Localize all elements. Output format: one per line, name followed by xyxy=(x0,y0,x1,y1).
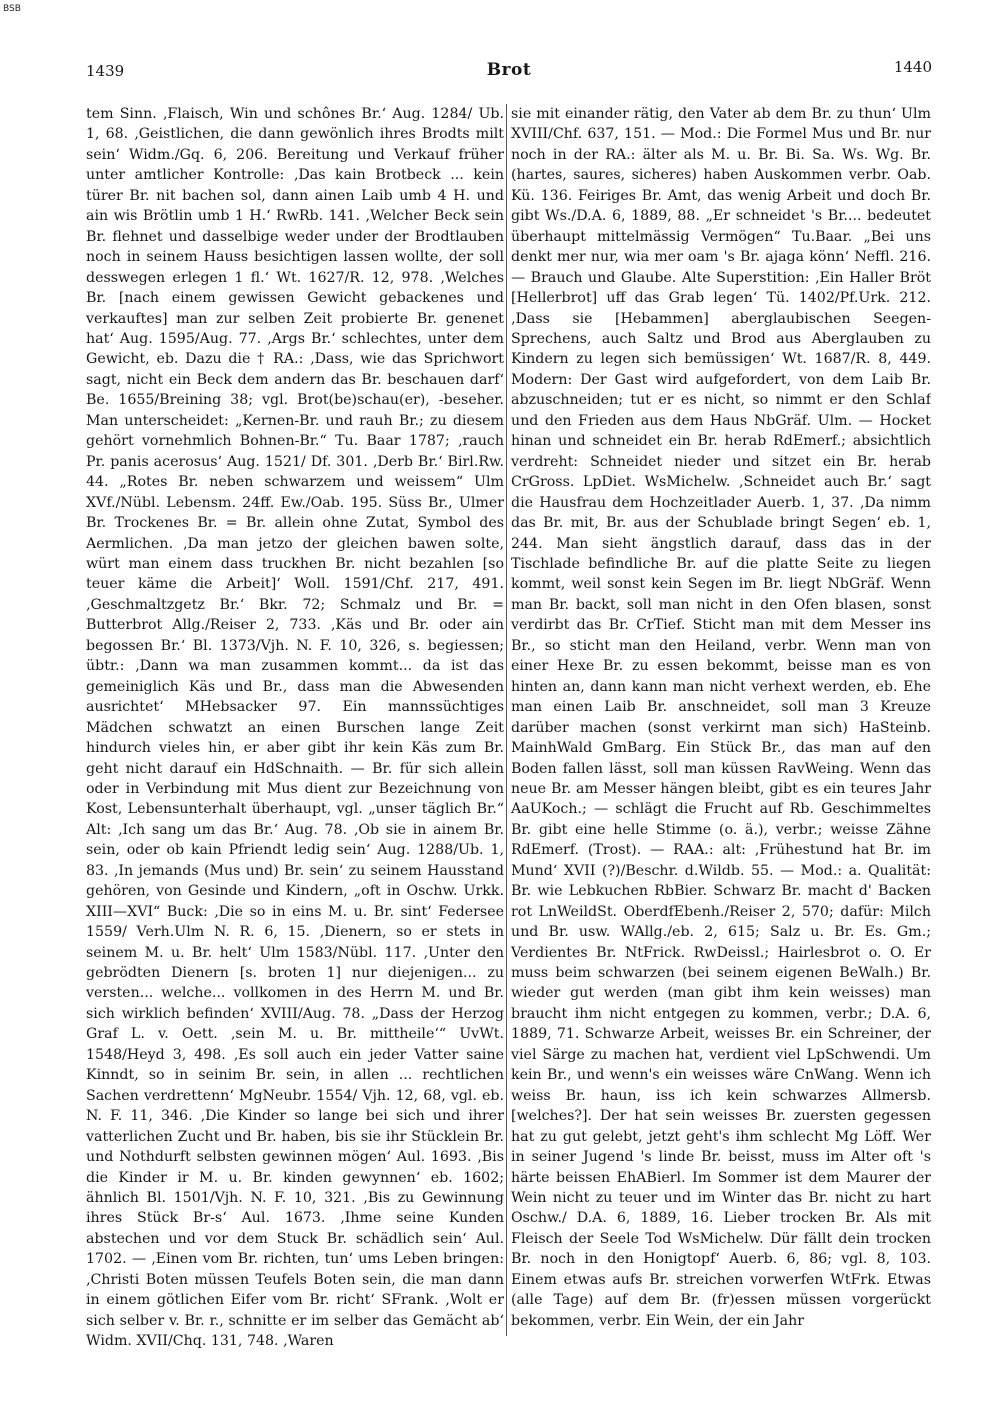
column-left-text: tem Sinn. ‚Flaisch, Win und schônes Br.‘ Aug. 1284/ Ub. 1, 68. ‚Geistlichen, die dann gewönlich ihres Brodts milt sein‘ Widm./Gq. 6, 206. Bereitung und Verkauf früher unter amtlicher Kontrolle: ‚Das kain Brotbeck ... kein türer Br. nit bachen sol, dann ainen Laib umb 4 H. und ain wis Brötlin umb 1 H.‘ RwRb. 141. ‚Welcher Beck sein Br. flehnet und dasselbige weder under der Brodtlauben noch in seinem Hauss besichtigen lassen wollte, der soll desswegen erlegen 1 fl.‘ Wt. 1627/R. 12, 978. ‚Welches Br. [nach einem gewissen Gewicht gebackenes und verkauftes] man zur selben Zeit probierte Br. genenet hat‘ Aug. 1595/Aug. 77. ‚Args Br.‘ schlechtes, unter dem Gewicht, eb. Dazu die † RA.: ‚Dass, wie das Sprichwort sagt, nicht ein Beck dem andern das Br. beschauen darf‘ Be. 1655/Breining 38; vgl. Brot(be)schau(er), -beseher. Man unterscheidet: „Kernen-Br. und rauh Br.; zu diesem gehört vornehmlich Bohnen-Br.“ Tu. Baar 1787; ‚rauch Pr. panis acerosus‘ Aug. 1521/ Df. 301. ‚Derb Br.‘ Birl.Rw. 44. „Rotes Br. neben schwarzem und weissem“ Ulm XVf./Nübl. Lebensm. 24ff. Ew./Oab. 195. Süss Br., Ulmer Br. Trockenes Br. = Br. allein ohne Zutat, Symbol des Aermlichen. ‚Da man jetzo der gleichen bawen solte, würt man einem dass truckhen Br. nicht bezahlen [so teuer käme die Arbeit]‘ Woll. 1591/Chf. 217, 491. ‚Geschmaltzgetz Br.‘ Bkr. 72; Schmalz und Br. = Butterbrot Allg./Reiser 2, 733. ‚Käs und Br. oder ain begossen Br.‘ Bl. 1373/Vjh. N. F. 10, 326, s. begiessen; übtr.: ‚Dann wa man zusammen kommt... da ist das gemeiniglich Käs und Br., dass man die Abwesenden ausrichtet‘ MHebsacker 97. Ein mannssüchtiges Mädchen schwatzt an einen Burschen lange Zeit hindurch vieles hin, er aber gibt ihr kein Käs zum Br. geht nicht darauf ein HdSchnaith. — Br. für sich allein oder in Verbindung mit Mus dient zur Bezeichnung von Kost, Lebensunterhalt überhaupt, vgl. „unser täglich Br.“ Alt: ‚Ich sang um das Br.‘ Aug. 78. ‚Ob sie in ainem Br. sein, oder ob kain Pfriendt ledig sein‘ Aug. 1288/Ub. 1, 83. ‚In jemands (Mus und) Br. sein‘ zu seinem Hausstand gehören, von Gesinde und Kindern, „oft in Oschw. Urkk. XIII—XVI“ Buck: ‚Die so in eins M. u. Br. sint‘ Federsee 1559/ Verh.Ulm N. R. 6, 15. ‚Dienern, so er stets in seinem M. u. Br. helt‘ Ulm 1583/Nübl. 117. ‚Unter den gebrödten Dienern [s. broten 1] nur diejenigen... zu versten... welche... vollkomen in des Herrn M. und Br. sich wirklich befinden‘ XVIII/Aug. 78. „Dass der Herzog Graf L. v. Oett. ‚sein M. u. Br. mittheile‘“ UvWt. 1548/Heyd 3, 498. ‚Es soll auch ein jeder Vatter saine Kinndt, so in seinim Br. sein, in allen ... rechtlichen Sachen verdrettenn‘ MgNeubr. 1554/ Vjh. 12, 68, vgl. eb. N. F. 11, 346. ‚Die Kinder so lange bei sich und ihrer vatterlichen Zucht und Br. haben, bis sie ihr Stücklein Br. und Nothdurft selbsten gewinnen mögen‘ Aul. 1693. ‚Bis die Kinder ir M. u. Br. kinden gewynnen‘ eb. 1602; ähnlich Bl. 1501/Vjh. N. F. 10, 321. ‚Bis zu Gewinnung ihres Stück Br-s‘ Aul. 1673. ‚Ihme seine Kunden abstechen und vor dem Stuck Br. schädlich sein‘ Aul. 1702. — ‚Einen vom Br. richten, tun‘ ums Leben bringen: ‚Christi Boten müssen Teufels Boten sein, die man dann in einem götlichen Eifer vom Br. richt‘ SFrank. ‚Wolt er sich selber v. Br. r., schnitte er im selber das Gemächt ab‘ Widm. XVII/Chq. 131, 748. ‚Waren xyxy=(86,106,504,1350)
library-stamp: BSB xyxy=(3,4,21,14)
text-column-right xyxy=(511,104,931,1354)
text-column-left xyxy=(86,104,504,1354)
page-number-right: 1440 xyxy=(893,58,932,76)
page-header xyxy=(86,58,932,84)
column-divider xyxy=(506,104,507,1336)
column-right-text: sie mit einander rätig, den Vater ab dem Br. zu thun‘ Ulm XVIII/Chf. 637, 151. — Mod.: Die Formel Mus und Br. nur noch in der RA.: älter als M. u. Br. Bi. Sa. Ws. Wg. Br. (hartes, saures, sicheres) haben Auskommen verbr. Oab. Kü. 136. Feiriges Br. Amt, das wenig Arbeit und doch Br. gibt Ws./D.A. 6, 1889, 88. „Er schneidet 's Br.... bedeutet überhaupt mittelmässig Vermögen“ Tu.Baar. „Bei uns denkt mer nur, wia mer oam 's Br. ajaga könn‘ Neffl. 216. — Brauch und Glaube. Alte Superstition: ‚Ein Haller Bröt [Hellerbrot] uff das Grab legen‘ Tü. 1402/Pf.Urk. 212. ‚Dass sie [Hebammen] aberglaubischen Seegen-Sprechens, auch Saltz und Brod aus Aberglauben zu Kindern zu legen sich bemüssigen‘ Wt. 1687/R. 8, 449. Modern: Der Gast wird aufgefordert, von dem Laib Br. abzuschneiden; tut er es nicht, so nimmt er den Schlaf und den Frieden aus dem Haus NbGräf. Ulm. — Hocket hinan und schneidet ein Br. herab RdEmerf.; absichtlich verdreht: Schneidet nieder und sitzet ein Br. herab CrGross. LpDiet. WsMichelw. ‚Schneidet auch Br.‘ sagt die Hausfrau dem Hochzeitlader Auerb. 1, 37. ‚Da nimm das Br. mit, Br. aus der Schublade bringt Segen‘ eb. 1, 244. Man sieht ängstlich darauf, dass das in der Tischlade befindliche Br. auf die platte Seite zu liegen kommt, weil sonst kein Segen im Br. liegt NbGräf. Wenn man Br. backt, soll man nicht in den Ofen blasen, sonst verdirbt das Br. CrTief. Sticht man mit dem Messer ins Br., so sticht man den Heiland, verbr. Wenn man von einer Hexe Br. zu essen bekommt, beisse man es von hinten an, dann kann man nicht verhext werden, eb. Ehe man einen Laib Br. anschneidet, soll man 3 Kreuze darüber machen (sonst verkirnt man sich) HaSteinb. MainhWald GmBarg. Ein Stück Br., das man auf den Boden fallen lässt, soll man küssen RavWeing. Wenn das neue Br. am Messer hängen bleibt, gibt es ein teures Jahr AaUKoch.; — schlägt die Frucht auf Rb. Geschimmeltes Br. gibt eine helle Stimme (o. ä.), verbr.; weisse Zähne RdEmerf. (Trost). — RAA.: alt: ‚Frühestund hat Br. im Mund‘ XVII (?)/Beschr. d.Wildb. 55. — Mod.: a. Qualität: Br. wie Lebkuchen RbBier. Schwarz Br. macht d' Backen rot LnWeildSt. OberdfEbenh./Reiser 2, 570; dafür: Milch und Br. usw. WAllg./eb. 2, 615; Salz u. Br. Es. Gm.; Verdientes Br. NtFrick. RwDeissl.; Hairlesbrot o. O. Er muss beim schwarzen (bei seinem eigenen BeWalh.) Br. wieder gut werden (man gibt ihm kein weisses) man braucht ihm nicht entgegen zu kommen, verbr.; D.A. 6, 1889, 71. Schwarze Arbeit, weisses Br. ein Schreiner, der viel Särge zu machen hat, verdient viel LpSchwendi. Um kein Br., und wenn's ein weisses wäre CnWang. Wenn ich weiss Br. haun, iss ich kein schwarzes Allmersb. [welches?]. Der hat sein weisses Br. zuersten gegessen hat zu gut gelebt, jetzt geht's ihm schlecht Mg Löff. Wer in seiner Jugend 's linde Br. beisst, muss im Alter oft 's härte beissen EhABierl. Im Sommer ist dem Maurer der Wein nicht zu teuer und im Winter das Br. nicht zu hart Oschw./ D.A. 6, 1889, 16. Lieber trocken Br. Als mit Fleisch der Seele Tod WsMichelw. Dür fällt dein trocken Br. noch in den Honigtopf‘ Auerb. 6, 86; vgl. 8, 103. Einem etwas aufs Br. streichen vorwerfen WtFrk. Etwas (alle Tage) auf dem Br. (fr)essen müssen vorgerückt bekommen, verbr. Ein Wein, der ein Jahr xyxy=(511,106,931,1329)
running-title: Brot xyxy=(486,60,532,80)
page-number-left: 1439 xyxy=(86,62,125,80)
